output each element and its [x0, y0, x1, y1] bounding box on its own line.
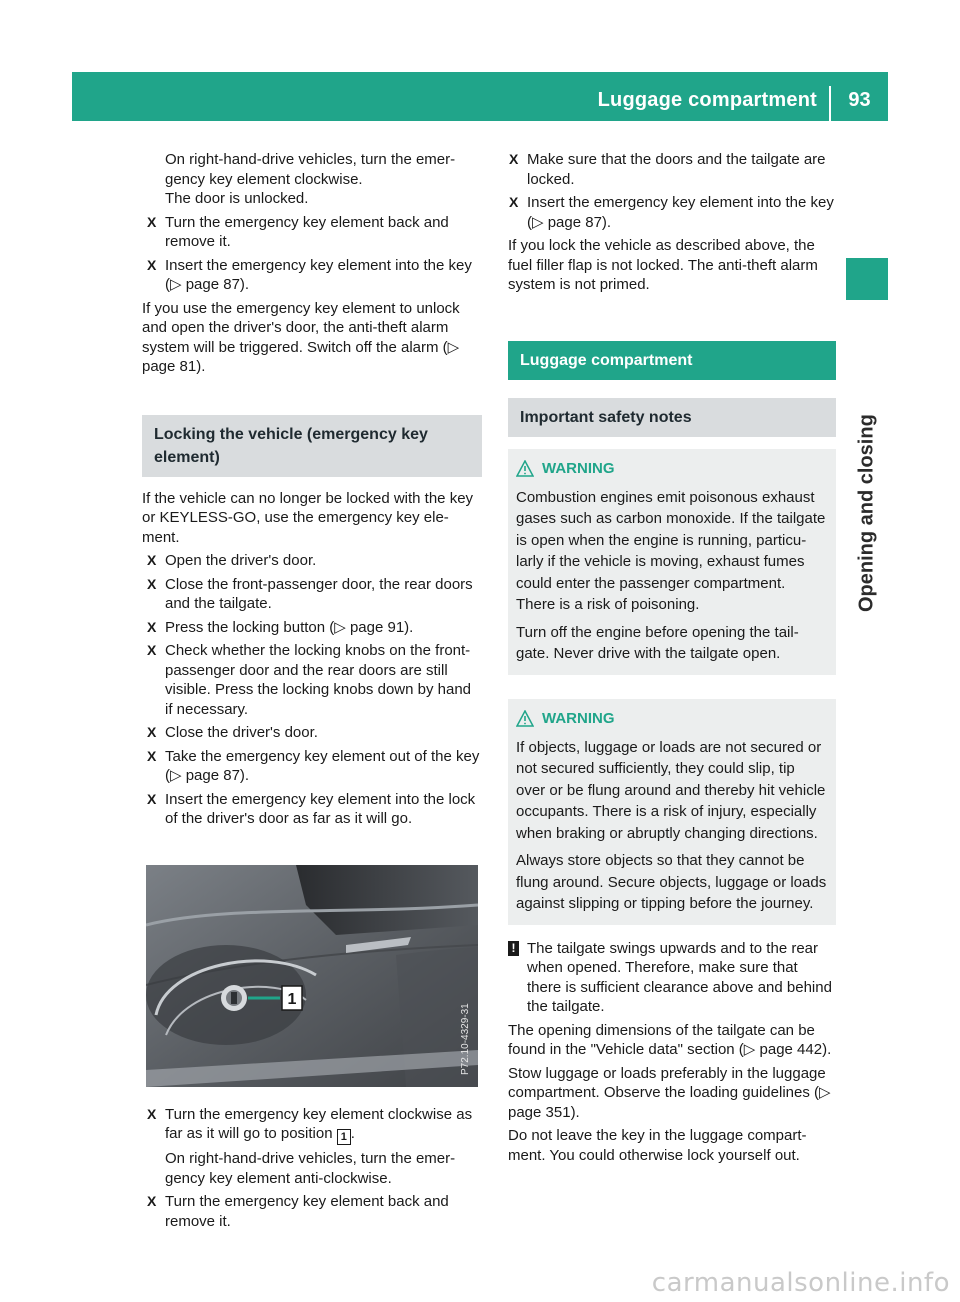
step-arrow-icon: X [147, 747, 157, 764]
page-section-title: Luggage compartment [597, 89, 817, 111]
step-text: Insert the emergency key element into the key (▷ page 87). [527, 194, 834, 231]
door-lock-photo [146, 865, 478, 1087]
warning-instruction: Always store objects so that they cannot be flung around. Secure objects, luggage or loads against slipping or tipping before the journey. [516, 852, 827, 912]
step-text: Turn the emergency key element back and remove it. [165, 213, 449, 250]
lock-intro: If the vehicle can no longer be locked with the key or KEYLESS-GO, use the emergency key ele-ment. [142, 489, 474, 546]
step-text: Close the front-passenger door, the rear doors and the tailgate. [165, 575, 473, 612]
intro-text: On right-hand-drive vehicles, turn the emer-gency key element clockwise. [165, 151, 456, 188]
step-arrow-icon: X [147, 1193, 157, 1209]
exclamation-icon: ! [508, 941, 519, 956]
step-text: Check whether the locking knobs on the front-passenger door and the rear doors are still visible. Press the locking knobs down by hand if necessary. [165, 642, 472, 718]
step-arrow-icon: X [147, 575, 157, 592]
photo-callout: 1 [287, 990, 297, 1008]
step-item [508, 150, 836, 189]
step-arrow-icon: X [147, 552, 157, 568]
page-number: 93 [848, 89, 871, 111]
step-arrow-icon: X [147, 256, 157, 273]
warning-text: Combustion engines emit poisonous exhaust gases such as carbon monoxide. If the tailgate is open when the engine is running, particu-larly if the vehicle is moving, exhaust fumes could enter the passenger compartment. There is a risk of poisoning. [516, 488, 826, 613]
step-item [146, 618, 482, 638]
step-item [146, 256, 482, 295]
warning-text: If objects, luggage or loads are not secured or not secured sufficiently, they could slip, tip over or be flung around and thereby hit vehicle occupants. There is a risk of injury, especially when braking or abruptly changing directions. [516, 738, 826, 842]
lock-paragraph: If you lock the vehicle as described above, the fuel filler flap is not locked. The anti-theft alarm system is not primed. [508, 237, 818, 293]
step-text: Close the driver's door. [165, 724, 318, 741]
section-heading: Luggage compartment [508, 341, 836, 380]
step-item [146, 641, 482, 719]
warning-title: WARNING [542, 710, 615, 727]
step-text: Open the driver's door. [165, 552, 317, 569]
step-item [146, 213, 482, 252]
step-item [146, 1192, 482, 1231]
step-arrow-icon: X [509, 151, 519, 167]
step-text: Make sure that the doors and the tailgate are locked. [527, 151, 826, 188]
side-tab-marker [846, 258, 888, 300]
side-tab-label: Opening and closing [855, 414, 878, 612]
lock-heading: Locking the vehicle (emergency key element) [142, 415, 482, 477]
subsection-heading: Important safety notes [508, 398, 836, 437]
warning-title: WARNING [542, 460, 615, 477]
intro-result: The door is unlocked. [165, 190, 309, 207]
step-item [146, 551, 482, 571]
step-text: Turn the emergency key element clockwise as far as it will go to position [165, 1105, 473, 1142]
note-text: The tailgate swings upwards and to the rear when opened. Therefore, make sure that there is sufficient clearance above and behind the tailgate. [527, 939, 832, 1015]
left-column [142, 150, 482, 1235]
position-badge: 1 [337, 1129, 351, 1145]
step-arrow-icon: X [147, 618, 157, 635]
car-door-illustration [146, 865, 478, 1087]
step-item: X Turn the emergency key element clockwise as far as it will go to position 1 . [147, 1105, 473, 1143]
body-paragraph: The opening dimensions of the tailgate can be found in the "Vehicle data" section (▷ page 442). [508, 1021, 832, 1058]
step-item [146, 790, 482, 829]
note-item [508, 939, 836, 1017]
step-text: Take the emergency key element out of the key (▷ page 87). [165, 747, 480, 784]
right-column [508, 150, 836, 1169]
step-arrow-icon: X [147, 1105, 157, 1122]
step-item [508, 193, 836, 232]
warning-header [516, 457, 828, 481]
watermark: carmanualsonline.info [651, 1268, 950, 1298]
warning-box [508, 699, 836, 925]
photo-code: P72.10-4329-31 [460, 1002, 471, 1075]
step-text: Insert the emergency key element into the key (▷ page 87). [165, 256, 472, 293]
step-item [146, 575, 482, 614]
body-paragraph: Stow luggage or loads preferably in the luggage compartment. Observe the loading guidelines (▷ page 351). [508, 1064, 831, 1121]
unlock-paragraph: If you use the emergency key element to unlock and open the driver's door, the anti-theft alarm system will be triggered. Switch off the alarm (▷ page 81). [142, 299, 460, 375]
step-arrow-icon: X [147, 790, 157, 807]
step-arrow-icon: X [147, 724, 157, 740]
warning-box [508, 449, 836, 675]
header-bar [72, 72, 888, 121]
warning-triangle-icon [516, 710, 534, 727]
step-arrow-icon: X [509, 194, 519, 210]
step-item [146, 723, 482, 743]
warning-header [516, 707, 828, 731]
step-note: On right-hand-drive vehicles, turn the emer-gency key element anti-clockwise. [165, 1150, 456, 1187]
step-text: Press the locking button (▷ page 91). [165, 618, 414, 636]
step-text: Turn the emergency key element back and remove it. [165, 1193, 449, 1230]
warning-instruction: Turn off the engine before opening the tail-gate. Never drive with the tailgate open. [516, 623, 799, 662]
step-item [146, 747, 482, 786]
step-text: Insert the emergency key element into the lock of the driver's door as far as it will go. [165, 790, 476, 827]
step-arrow-icon: X [147, 642, 157, 658]
step-arrow-icon: X [147, 213, 157, 230]
body-paragraph: Do not leave the key in the luggage compart-ment. You could otherwise lock yourself out. [508, 1127, 807, 1164]
warning-triangle-icon [516, 460, 534, 477]
